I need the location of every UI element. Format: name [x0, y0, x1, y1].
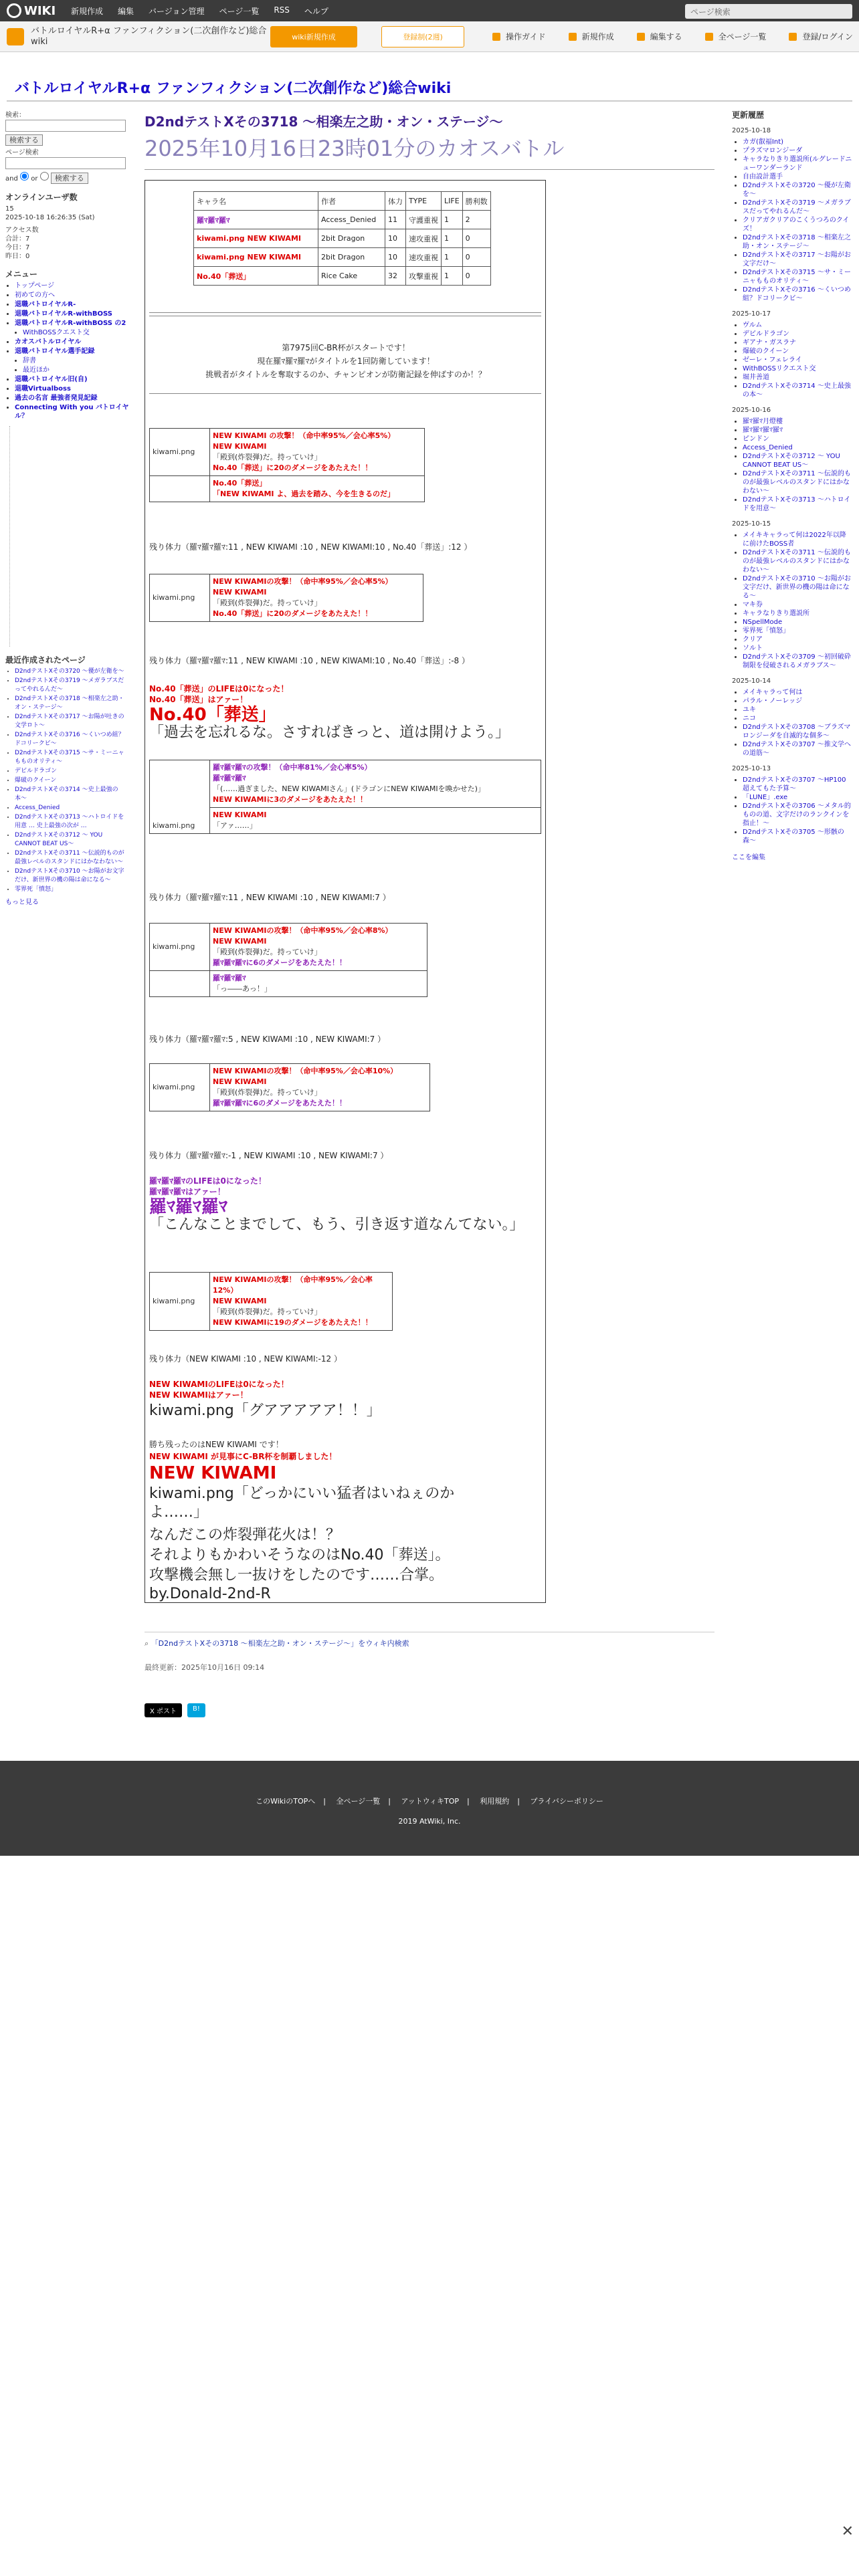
- search-button[interactable]: 検索する: [5, 134, 43, 146]
- nav-new[interactable]: 新規作成: [71, 6, 104, 16]
- online-date: 2025-10-18 16:26:35 (Sat): [5, 214, 95, 221]
- hp-status: 残り体力（羅ﾏ羅ﾏ羅ﾏ:11 , NEW KIWAMI :10 , NEW KIWAMI:10 , No.40「葬送」:12 ）: [149, 542, 472, 552]
- search-label: 検索：: [5, 112, 25, 119]
- hp-status: 残り体力（NEW KIWAMI :10 , NEW KIWAMI:-12 ）: [149, 1354, 342, 1364]
- recent-item[interactable]: D2ndテストXその3720 〜優が左衛を〜: [15, 668, 124, 675]
- left-sidebar: [5, 111, 130, 907]
- history-item[interactable]: 自由設計選手: [743, 173, 783, 181]
- search-label-2: ページ検索: [5, 149, 39, 156]
- top-bar: [0, 0, 859, 21]
- history-item[interactable]: クリアガクリアのこくうつろのクイズ！: [743, 217, 850, 233]
- footer-link[interactable]: このWikiのTOPへ: [256, 1797, 316, 1806]
- page-title: D2ndテストXその3718 〜相楽左之助・オン・ステージ〜: [145, 114, 503, 130]
- online-title: オンラインユーザ数: [5, 193, 78, 202]
- menu-item[interactable]: 退職バトロイヤルR-: [15, 301, 76, 308]
- access-total: 合計：7: [5, 235, 30, 243]
- history-item[interactable]: D2ndテストXその3715 〜サ・ミーニャもものオリティ〜: [743, 269, 851, 285]
- last-updated: 最終更新：2025年10月16日 09:14: [145, 1663, 265, 1672]
- history-date: 2025-10-15: [732, 520, 771, 528]
- hp-status: 残り体力（羅ﾏ羅ﾏ羅ﾏ:5 , NEW KIWAMI :10 , NEW KIWAMI:7 ）: [149, 1035, 386, 1044]
- battle-turn-3: kiwami.png 羅ﾏ羅ﾏ羅ﾏの攻撃！（命中率81%／会心率5%） 羅ﾏ羅ﾏ羅ﾏ 「(……過ぎました、NEW KIWAMIさん」(ドラゴンにNEW KIWAMIを喚かせた)」 NEW KIWAMIに3のダメージをあたえた！！ NEW KIWAMI 「アァ……」: [149, 760, 541, 834]
- access-today: 今日：7: [5, 244, 30, 251]
- kiwami-image: kiwami.png: [150, 924, 210, 971]
- history-item[interactable]: メイキキャラって何は2022年以降に前けたBOSS者: [743, 532, 846, 548]
- history-item[interactable]: D2ndテストXその3713 〜ハトロイドを用意〜: [743, 496, 851, 512]
- history-item[interactable]: Access_Denied: [743, 444, 793, 451]
- history-item[interactable]: キャラなりきり選説所(ルグレードニューワンダーランド: [743, 156, 852, 172]
- site-name[interactable]: バトルロイヤルR+α ファンフィクション(二次創作など)総合wiki: [0, 26, 268, 47]
- history-item[interactable]: D2ndテストXその3710 〜お陽がお文字だけ、新世界の機の陽は命になる〜: [743, 575, 851, 600]
- menu-item[interactable]: 最近ほか: [23, 366, 50, 374]
- all-pages-link[interactable]: 全ページ一覧: [705, 31, 767, 42]
- history-title: 更新履歴: [732, 110, 765, 120]
- cast-row: kiwami.png NEW KIWAMI 2bit Dragon 10 速攻重視 1 0: [194, 229, 491, 248]
- kiwami-image: kiwami.png: [150, 1273, 210, 1331]
- history-item[interactable]: 羅ﾏ羅ﾏ月燈樓: [743, 418, 783, 425]
- kiwami-image: kiwami.png: [150, 574, 210, 622]
- nav-version[interactable]: バージョン管理: [149, 6, 205, 16]
- kiwami-image: kiwami.png: [150, 1064, 210, 1111]
- search-icon: ⌕: [145, 1639, 149, 1648]
- battle-turn-4: kiwami.png NEW KIWAMIの攻撃！（命中率95%／会心率8%） NEW KIWAMI 「殿到(炸裂弾)だ。持っていけ」 羅ﾏ羅ﾏ羅ﾏに6のダメージをあたえた！！ 羅ﾏ羅ﾏ羅ﾏ 「っ――あっ！」: [149, 923, 427, 997]
- history-item[interactable]: 「LUNE」.exe: [743, 794, 788, 801]
- recent-list: [5, 667, 130, 894]
- menu-item[interactable]: 退職バトロイヤル選手記録: [15, 348, 95, 355]
- nav-pages[interactable]: ページ一覧: [219, 6, 260, 16]
- recent-item[interactable]: デビルドラゴン: [15, 768, 58, 774]
- footer-link[interactable]: アットウィキTOP: [401, 1797, 460, 1806]
- history-date: 2025-10-17: [732, 310, 771, 318]
- nav-help[interactable]: ヘルプ: [304, 6, 328, 16]
- recent-item[interactable]: D2ndテストXその3716 〜くいつめ組？ドコリークビ〜: [15, 732, 124, 747]
- recent-item[interactable]: D2ndテストXその3714 〜史上最強の本〜: [15, 786, 118, 802]
- menu-item[interactable]: 初めての方へ: [15, 292, 55, 299]
- hp-status: 残り体力（羅ﾏ羅ﾏ羅ﾏ:11 , NEW KIWAMI :10 , NEW KIWAMI:7 ）: [149, 893, 391, 902]
- recent-item[interactable]: D2ndテストXその3712 〜 YOU CANNOT BEAT US〜: [15, 832, 103, 847]
- menu-item[interactable]: 退職バトロイヤルR-withBOSS の2: [15, 320, 126, 327]
- history-item[interactable]: メイキャラって何は: [743, 689, 803, 696]
- new-page-link[interactable]: 新規作成: [569, 31, 614, 42]
- site-actions: [492, 31, 853, 42]
- menu-item[interactable]: Connecting With you バトロイヤル？: [15, 404, 129, 420]
- history-item[interactable]: D2ndテストXその3711 〜伝説的ものが最強レベルのスタンドにはかなわない〜: [743, 549, 851, 574]
- history-item[interactable]: カガ(叡福Int): [743, 138, 784, 146]
- recent-item[interactable]: 爆破のクイーン: [15, 777, 57, 784]
- history-item[interactable]: D2ndテストXその3705 〜形骸の森〜: [743, 829, 844, 845]
- main-content: [145, 111, 714, 1602]
- history-item[interactable]: 零界死「憤怒」: [743, 627, 789, 635]
- recent-item[interactable]: D2ndテストXその3711 〜伝説的ものが最強レベルのスタンドにはかなわない〜: [15, 850, 124, 865]
- divider: [149, 312, 541, 313]
- divider: [149, 393, 541, 394]
- history-item[interactable]: NSpellMode: [743, 619, 783, 626]
- history-item[interactable]: ユキ: [743, 706, 756, 714]
- menu-item[interactable]: 退職バトロイヤルR-withBOSS: [15, 310, 112, 318]
- history-item[interactable]: キャラなりきり選説所: [743, 610, 809, 617]
- hatena-button[interactable]: B!: [187, 1703, 205, 1717]
- battle-turn-1: kiwami.png NEW KIWAMI の攻撃！（命中率95%／会心率5%） NEW KIWAMI 「殿到(炸裂弾)だ。持っていけ」 No.40「葬送」に20のダメージをあたえた！！ No.40「葬送」 「NEW KIWAMI よ、過去を踏み、今を生きるのだ」: [149, 428, 425, 502]
- menu-item[interactable]: カオスバトルロイヤル: [15, 338, 82, 346]
- history-item[interactable]: ギアナ・ガスラナ: [743, 339, 796, 346]
- search-input[interactable]: [5, 120, 126, 132]
- history-item[interactable]: D2ndテストXその3716 〜くいつめ組？ドコリークビ〜: [743, 286, 851, 302]
- history-item[interactable]: D2ndテストXその3709 〜初回破砕制限を侵破されるメガラブス〜: [743, 653, 851, 669]
- footer-link[interactable]: プライバシーポリシー: [530, 1797, 603, 1806]
- history-item[interactable]: D2ndテストXその3720 〜優が左衛を〜: [743, 182, 851, 198]
- footer-link[interactable]: 利用規約: [480, 1797, 510, 1806]
- battle-log: キャラ名 作者 体力 TYPE LIFE 勝利数 羅ﾏ羅ﾏ羅ﾏ Access_Denied 11 守護重視 1 2 kiwami.png NEW KIWAMI 2bit Dragon 10 速攻重視 1 0 kiwami.png NEW KIWAMI 2bit Dragon 10 速攻重視 1 0 No.40「葬送」 Rice Cake 32 攻撃重視 1 0 第7975回C-BR杯がスタートです！ 現在羅ﾏ羅ﾏ羅ﾏがタイトルを1回防衛しています！ 挑戦者がタイトルを奪取するのか、チャンピオンが防衛記録を伸ばすのか！？ kiwami.png NEW KIWAMI の攻撃！（命中率95%／会心率5%） NEW KIWAMI 「殿到(炸裂弾)だ。持っていけ」 No.40「葬送」に20のダメージをあたえた！！ No.40「葬送」 「NEW KIWAMI よ、過去を踏み、今を生きるのだ」 残り体力（羅ﾏ羅ﾏ羅ﾏ:11 , NEW KIWAMI :10 , NEW KIWAMI:10 , No.40「葬送」:12 ） kiwami.png NEW KIWAMIの攻撃！（命中率95%／会心率5%） NEW KIWAMI 「殿到(炸裂弾)だ。持っていけ」 No.40「葬送」に20のダメージをあたえた！！ 残り体力（羅ﾏ羅ﾏ羅ﾏ:11 , NEW KIWAMI :10 , NEW KIWAMI:10 , No.40「葬送」:-8 ） No.40「葬送」のLIFEは0になった！ No.40「葬送」はアァー！ No.40「葬送」 「過去を忘れるな。さすればきっと、道は開けよう。」 kiwami.png 羅ﾏ羅ﾏ羅ﾏの攻撃！（命中率81%／会心率5%） 羅ﾏ羅ﾏ羅ﾏ 「(……過ぎました、NEW KIWAMIさん」(ドラゴンにNEW KIWAMIを喚かせた)」 NEW KIWAMIに3のダメージをあたえた！！ NEW KIWAMI 「アァ……」 残り体力（羅ﾏ羅ﾏ羅ﾏ:11 , NEW KIWAMI :10 , NEW KIWAMI:7 ） kiwami.png NEW KIWAMIの攻撃！（命中率95%／会心率8%） NEW KIWAMI 「殿到(炸裂弾)だ。持っていけ」 羅ﾏ羅ﾏ羅ﾏに6のダメージをあたえた！！ 羅ﾏ羅ﾏ羅ﾏ 「っ――あっ！」 残り体力（羅ﾏ羅ﾏ羅ﾏ:5 , NEW KIWAMI :10 , NEW KIWAMI:7 ） kiwami.png NEW KIWAMIの攻撃！（命中率95%／会心率10%） NEW KIWAMI 「殿到(炸裂弾)だ。持っていけ」 羅ﾏ羅ﾏ羅ﾏに6のダメージをあたえた！！ 残り体力（羅ﾏ羅ﾏ羅ﾏ:-1 , NEW KIWAMI :10 , NEW KIWAMI:7 ） 羅ﾏ羅ﾏ羅ﾏのLIFEは0になった！ 羅ﾏ羅ﾏ羅ﾏはアァー！ 羅ﾏ羅ﾏ羅ﾏ 「こんなことまでして、もう、引き返す道なんてない。」 kiwami.png NEW KIWAMIの攻撃！（命中率95%／会心率12%） NEW KIWAMI 「殿到(炸裂弾)だ。持っていけ」 NEW KIWAMIに19のダメージをあたえた！！ 残り体力（NEW KIWAMI :10 , NEW KIWAMI:-12 ） NEW KIWAMIのLIFEは0になった！ NEW KIWAMIはアァー！ kiwami.png「グアアアアア！！」 勝ち残ったのはNEW KIWAMI です！ NEW KIWAMI が見事にC-BR杯を制覇しました！ NEW KIWAMI kiwami.png「どっかにいい猛者はいねぇのかよ……」 なんだこの炸裂弾花火は！？ それよりもかわいそうなのはNo.40「葬送」。 攻撃機会無し一抜けをしたのです……合掌。 by.Donald-2nd-R: [145, 180, 546, 1603]
- history-item[interactable]: マキ券: [743, 601, 763, 609]
- battle-turn-6: kiwami.png NEW KIWAMIの攻撃！（命中率95%／会心率12%） NEW KIWAMI 「殿到(炸裂弾)だ。持っていけ」 NEW KIWAMIに19のダメージをあたえた！！: [149, 1272, 393, 1331]
- history-item[interactable]: D2ndテストXその3711 〜伝説的ものが最強レベルのスタンドにはかなわない〜: [743, 470, 851, 495]
- site-title[interactable]: バトルロイヤルR+α ファンフィクション(二次創作など)総合wiki: [15, 80, 452, 97]
- history-item[interactable]: デビルドラゴン: [743, 330, 789, 338]
- history-item[interactable]: D2ndテストXその3708 〜ブラズマロンジーダを自滅的な個多〜: [743, 724, 851, 740]
- page-footer: [145, 1632, 714, 1673]
- title-rule: [145, 169, 714, 170]
- history-item[interactable]: D2ndテストXその3719 〜メガラブスだってやれるんだ〜: [743, 199, 851, 215]
- recent-title: 最近作成されたページ: [5, 655, 86, 665]
- kiwami-image: kiwami.png: [150, 760, 210, 834]
- cast-row: No.40「葬送」 Rice Cake 32 攻撃重視 1 0: [194, 267, 491, 286]
- history-date: 2025-10-13: [732, 765, 771, 772]
- kiwami-image: kiwami.png: [150, 429, 210, 476]
- history-item[interactable]: ゼーレ・フェレライ: [743, 356, 802, 364]
- close-icon[interactable]: ✕: [841, 2523, 854, 2540]
- history-item[interactable]: ニコ: [743, 715, 756, 722]
- recent-item[interactable]: D2ndテストXその3710 〜お陽がお文字だけ、新世界の機の陽は命になる〜: [15, 868, 124, 883]
- site-bar: [0, 21, 859, 52]
- more-link[interactable]: もっと見る: [5, 899, 39, 906]
- edit-sidebar-link[interactable]: ここを編集: [732, 854, 765, 861]
- cast-table: キャラ名 作者 体力 TYPE LIFE 勝利数 羅ﾏ羅ﾏ羅ﾏ Access_Denied 11 守護重視 1 2 kiwami.png NEW KIWAMI 2bit Dragon 10 速攻重視 1 0 kiwami.png NEW KIWAMI 2bit Dragon 10 速攻重視 1 0 No.40「葬送」 Rice Cake 32 攻撃重視 1 0: [193, 191, 491, 286]
- history-item[interactable]: D2ndテストXその3717 〜お陽がお文字だけ〜: [743, 251, 851, 267]
- menu-list: [5, 282, 130, 421]
- history-item[interactable]: D2ndテストXその3712 〜 YOU CANNOT BEAT US〜: [743, 453, 840, 469]
- recent-item[interactable]: D2ndテストXその3715 〜サ・ミーニャもものオリティ〜: [15, 750, 124, 765]
- edit-link[interactable]: 編集する: [637, 31, 682, 42]
- menu-title: メニュー: [5, 270, 38, 279]
- wiki-create-button[interactable]: wiki新規作成: [270, 26, 357, 47]
- right-sidebar: [732, 111, 852, 862]
- online-count: 15: [5, 205, 14, 213]
- history-item[interactable]: D2ndテストXその3718 〜相楽左之助・オン・ステージ〜: [743, 234, 851, 250]
- search-input-2[interactable]: [5, 157, 126, 169]
- history-item[interactable]: ピンドン: [743, 435, 769, 443]
- battle-turn-5: kiwami.png NEW KIWAMIの攻撃！（命中率95%／会心率10%） NEW KIWAMI 「殿到(炸裂弾)だ。持っていけ」 羅ﾏ羅ﾏ羅ﾏに6のダメージをあたえた！！: [149, 1063, 430, 1111]
- access-label: アクセス数: [5, 227, 39, 234]
- history-item[interactable]: ヴルム: [743, 322, 763, 329]
- cast-row: kiwami.png NEW KIWAMI 2bit Dragon 10 速攻重視 1 0: [194, 248, 491, 267]
- history-item[interactable]: WithBOSSリクエスト交: [743, 365, 816, 372]
- wiki-icon: [7, 28, 24, 45]
- recent-item[interactable]: 零界死「憤怒」: [15, 886, 58, 893]
- search-button-2[interactable]: 検索する: [51, 173, 88, 184]
- footer-link[interactable]: 全ページ一覧: [336, 1797, 381, 1806]
- cast-row: 羅ﾏ羅ﾏ羅ﾏ Access_Denied 11 守護重視 1 2: [194, 211, 491, 229]
- menu-item[interactable]: トップページ: [15, 282, 55, 290]
- nav-rss[interactable]: RSS: [274, 5, 290, 15]
- history-item[interactable]: パラル・ノーレッジ: [743, 697, 803, 705]
- recent-item[interactable]: D2ndテストXその3717 〜お陽が吐きの文学ロト〜: [15, 714, 124, 729]
- guide-link[interactable]: 操作ガイド: [492, 31, 546, 42]
- page-search-input[interactable]: ページ検索: [685, 4, 852, 19]
- x-post-button[interactable]: X ポスト: [145, 1703, 182, 1717]
- wiki-search-link[interactable]: 「D2ndテストXその3718 〜相楽左之助・オン・ステージ〜」をウィキ内検索: [151, 1639, 409, 1648]
- nav-edit[interactable]: 編集: [118, 6, 134, 16]
- access-yesterday: 昨日：0: [5, 253, 30, 260]
- history-date: 2025-10-16: [732, 407, 771, 414]
- history-item[interactable]: D2ndテストXその3707 〜推文学への道筋〜: [743, 741, 851, 757]
- history-item[interactable]: 羅ﾏ羅ﾏ羅ﾏ羅ﾏ: [743, 427, 783, 434]
- or-radio[interactable]: [20, 172, 29, 181]
- history-item[interactable]: 爆破のクイーン: [743, 348, 789, 355]
- history-item[interactable]: プラズマロンジーダ: [743, 147, 803, 154]
- history-item[interactable]: クリア: [743, 636, 763, 643]
- recent-item[interactable]: Access_Denied: [15, 804, 60, 811]
- atwiki-logo[interactable]: WIKI: [0, 0, 60, 21]
- and-radio[interactable]: [40, 172, 49, 181]
- menu-item[interactable]: 辞書: [23, 357, 36, 364]
- footer-links: このWikiのTOPへ | 全ページ一覧 | アットウィキTOP | 利用規約 | プライバシーポリシー: [256, 1797, 603, 1806]
- intro-text: 第7975回C-BR杯がスタートです！ 現在羅ﾏ羅ﾏ羅ﾏがタイトルを1回防衛しています！ 挑戦者がタイトルを奪取するのか、チャンピオンが防衛記録を伸ばすのか！？: [205, 343, 486, 379]
- register-button[interactable]: 登録制(2週): [381, 26, 464, 47]
- menu-item[interactable]: 退職Virtualboss: [15, 385, 71, 393]
- share-buttons: [145, 1703, 205, 1717]
- menu-item[interactable]: 退職バトロイヤル旧(自): [15, 376, 88, 383]
- hp-status: 残り体力（羅ﾏ羅ﾏ羅ﾏ:11 , NEW KIWAMI :10 , NEW KIWAMI:10 , No.40「葬送」:-8 ）: [149, 656, 470, 665]
- history-date: 2025-10-18: [732, 127, 771, 134]
- history-item[interactable]: D2ndテストXその3706 〜メタル的ものの道、文字だけのランクインを指止！〜: [743, 802, 851, 827]
- top-nav: [71, 5, 328, 17]
- hp-status: 残り体力（羅ﾏ羅ﾏ羅ﾏ:-1 , NEW KIWAMI :10 , NEW KIWAMI:7 ）: [149, 1151, 389, 1160]
- menu-item[interactable]: 過去の名言 最強者発見記録: [15, 395, 98, 402]
- search-mode: and or 検索する: [5, 172, 130, 184]
- site-footer: [0, 1761, 859, 1856]
- login-link[interactable]: 登録/ログイン: [789, 31, 852, 42]
- page-date: 2025年10月16日23時01分のカオスバトル: [145, 136, 565, 161]
- history-date: 2025-10-14: [732, 677, 771, 685]
- menu-item[interactable]: WithBOSSクエスト交: [23, 329, 90, 336]
- history-item[interactable]: D2ndテストXその3707 〜HP100超えてもた予算〜: [743, 776, 846, 792]
- recent-item[interactable]: D2ndテストXその3719 〜メガラブスだってやれるんだ〜: [15, 677, 124, 693]
- menu-tree: [9, 426, 130, 647]
- history-item[interactable]: ソルト: [743, 645, 763, 652]
- recent-item[interactable]: D2ndテストXその3713 〜ハトロイドを用意 … 史上最強の次が …: [15, 814, 124, 829]
- title-divider: [7, 100, 852, 102]
- logo-circle-icon: [7, 3, 21, 18]
- history-item[interactable]: D2ndテストXその3714 〜史上最強の本〜: [743, 383, 851, 399]
- copyright: 2019 AtWiki, Inc.: [398, 1817, 461, 1826]
- battle-turn-2: kiwami.png NEW KIWAMIの攻撃！（命中率95%／会心率5%） NEW KIWAMI 「殿到(炸裂弾)だ。持っていけ」 No.40「葬送」に20のダメージをあたえた！！: [149, 574, 423, 622]
- history-item[interactable]: 堀井善道: [743, 374, 769, 381]
- recent-item[interactable]: D2ndテストXその3718 〜相楽左之助・オン・ステージ〜: [15, 695, 124, 711]
